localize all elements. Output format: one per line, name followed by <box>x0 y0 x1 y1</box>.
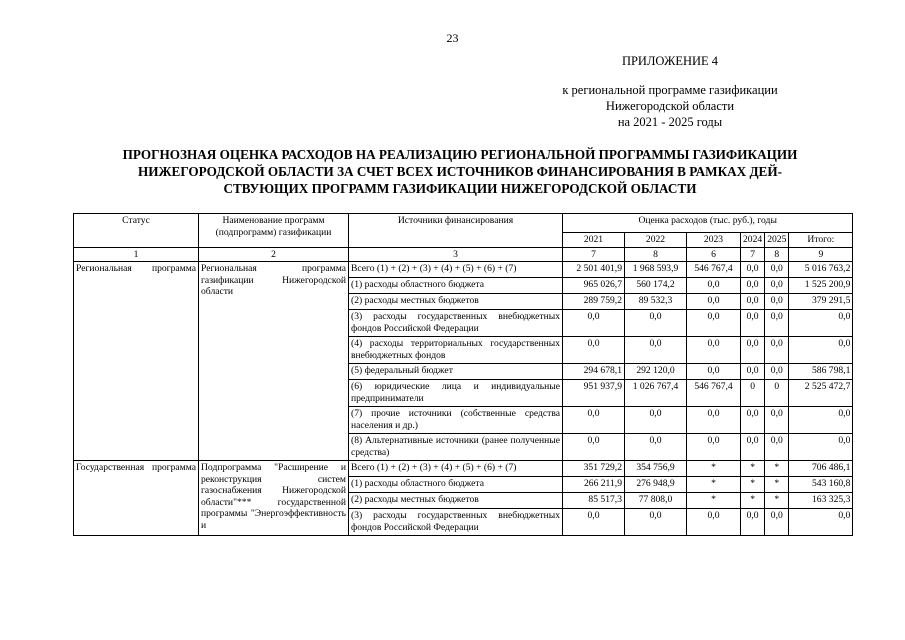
source-cell: (3) расходы государственных внебюджетных фондов Российской Федерации <box>349 509 563 536</box>
value-cell: 0 <box>765 380 789 407</box>
value-cell: 0,0 <box>625 310 687 337</box>
value-cell: 77 808,0 <box>625 493 687 509</box>
value-cell: 560 174,2 <box>625 278 687 294</box>
value-cell: 85 517,3 <box>563 493 625 509</box>
value-cell: 0,0 <box>741 407 765 434</box>
value-cell: 0,0 <box>625 407 687 434</box>
value-cell: 0,0 <box>741 509 765 536</box>
source-cell: (1) расходы областного бюджета <box>349 278 563 294</box>
value-cell: * <box>741 461 765 477</box>
source-cell: (3) расходы государственных внебюджетных фондов Российской Федерации <box>349 310 563 337</box>
header-source: Источники финансирования <box>349 214 563 248</box>
header-year: 2024 <box>741 233 765 248</box>
appendix-line-1: к региональной программе газификации <box>562 83 778 97</box>
value-cell: 0,0 <box>741 337 765 364</box>
value-cell: 2 501 401,9 <box>563 262 625 278</box>
total-cell: 163 325,3 <box>789 493 853 509</box>
total-cell: 0,0 <box>789 337 853 364</box>
value-cell: 0,0 <box>687 310 741 337</box>
value-cell: 546 767,4 <box>687 262 741 278</box>
value-cell: * <box>765 477 789 493</box>
source-cell: Всего (1) + (2) + (3) + (4) + (5) + (6) + (7) <box>349 262 563 278</box>
status-cell: Государственная программа <box>74 461 199 536</box>
table-body <box>74 262 853 536</box>
value-cell: 0,0 <box>765 364 789 380</box>
header-year: 2023 <box>687 233 741 248</box>
value-cell: 276 948,9 <box>625 477 687 493</box>
total-cell: 586 798,1 <box>789 364 853 380</box>
value-cell: 0,0 <box>687 364 741 380</box>
header-year: 2025 <box>765 233 789 248</box>
value-cell: 0,0 <box>687 407 741 434</box>
value-cell: 951 937,9 <box>563 380 625 407</box>
value-cell: 0,0 <box>741 294 765 310</box>
header-program-name: Наименование программ (подпрограмм) газификации <box>199 214 349 248</box>
column-number: 8 <box>765 247 789 262</box>
value-cell: 266 211,9 <box>563 477 625 493</box>
value-cell: 0,0 <box>563 434 625 461</box>
header-status: Статус <box>74 214 199 248</box>
source-cell: (6) юридические лица и индивидуальные предприниматели <box>349 380 563 407</box>
value-cell: 0,0 <box>741 310 765 337</box>
value-cell: 0,0 <box>765 509 789 536</box>
value-cell: * <box>765 493 789 509</box>
table-row <box>74 262 853 278</box>
value-cell: * <box>687 461 741 477</box>
header-year: 2021 <box>563 233 625 248</box>
value-cell: 0,0 <box>765 278 789 294</box>
value-cell: 0,0 <box>687 434 741 461</box>
value-cell: * <box>687 477 741 493</box>
value-cell: 1 968 593,9 <box>625 262 687 278</box>
value-cell: * <box>741 477 765 493</box>
expenses-table <box>73 213 853 536</box>
program-name-cell: Подпрограмма "Расширение и реконструкция систем газоснабжения Нижегородской области"*** государственной программы "Энергоэффективность и <box>199 461 349 536</box>
value-cell: 0,0 <box>625 337 687 364</box>
header-total: Итого: <box>789 233 853 248</box>
column-number: 9 <box>789 247 853 262</box>
column-number: 6 <box>687 247 741 262</box>
total-cell: 706 486,1 <box>789 461 853 477</box>
value-cell: 294 678,1 <box>563 364 625 380</box>
value-cell: * <box>741 493 765 509</box>
total-cell: 2 525 472,7 <box>789 380 853 407</box>
total-cell: 0,0 <box>789 434 853 461</box>
value-cell: 546 767,4 <box>687 380 741 407</box>
column-number: 7 <box>563 247 625 262</box>
value-cell: 0,0 <box>687 509 741 536</box>
total-cell: 1 525 200,9 <box>789 278 853 294</box>
value-cell: * <box>687 493 741 509</box>
total-cell: 379 291,5 <box>789 294 853 310</box>
title-line-2: НИЖЕГОРОДСКОЙ ОБЛАСТИ ЗА СЧЕТ ВСЕХ ИСТОЧНИКОВ ФИНАНСИРОВАНИЯ В РАМКАХ ДЕЙ- <box>137 164 782 179</box>
value-cell: 0,0 <box>563 407 625 434</box>
value-cell: 0,0 <box>563 509 625 536</box>
column-number: 8 <box>625 247 687 262</box>
value-cell: 292 120,0 <box>625 364 687 380</box>
source-cell: (2) расходы местных бюджетов <box>349 493 563 509</box>
value-cell: 351 729,2 <box>563 461 625 477</box>
value-cell: 0,0 <box>765 434 789 461</box>
total-cell: 5 016 763,2 <box>789 262 853 278</box>
value-cell: 289 759,2 <box>563 294 625 310</box>
document-title <box>60 146 860 197</box>
column-number: 2 <box>199 247 349 262</box>
status-cell: Региональная программа <box>74 262 199 461</box>
header-estimate: Оценка расходов (тыс. руб.), годы <box>563 214 853 233</box>
value-cell: 0,0 <box>765 407 789 434</box>
header-year: 2022 <box>625 233 687 248</box>
column-number: 7 <box>741 247 765 262</box>
page-number: 23 <box>446 31 459 45</box>
source-cell: (4) расходы территориальных государственных внебюджетных фондов <box>349 337 563 364</box>
total-cell: 0,0 <box>789 509 853 536</box>
total-cell: 0,0 <box>789 407 853 434</box>
value-cell: 0,0 <box>625 434 687 461</box>
total-cell: 543 160,8 <box>789 477 853 493</box>
appendix-line-2: Нижегородской области <box>605 99 735 113</box>
value-cell: 0,0 <box>741 262 765 278</box>
value-cell: 0,0 <box>625 509 687 536</box>
value-cell: 89 532,3 <box>625 294 687 310</box>
source-cell: (5) федеральный бюджет <box>349 364 563 380</box>
value-cell: 0,0 <box>741 434 765 461</box>
value-cell: 0,0 <box>765 337 789 364</box>
source-cell: (2) расходы местных бюджетов <box>349 294 563 310</box>
source-cell: (7) прочие источники (собственные средства населения и др.) <box>349 407 563 434</box>
appendix-line-3: на 2021 - 2025 годы <box>617 115 723 129</box>
source-cell: Всего (1) + (2) + (3) + (4) + (5) + (6) + (7) <box>349 461 563 477</box>
value-cell: 0,0 <box>563 310 625 337</box>
value-cell: 0,0 <box>765 310 789 337</box>
value-cell: 0,0 <box>765 262 789 278</box>
value-cell: 0,0 <box>687 278 741 294</box>
value-cell: 965 026,7 <box>563 278 625 294</box>
value-cell: 0,0 <box>741 364 765 380</box>
value-cell: 1 026 767,4 <box>625 380 687 407</box>
title-line-1: ПРОГНОЗНАЯ ОЦЕНКА РАСХОДОВ НА РЕАЛИЗАЦИЮ РЕГИОНАЛЬНОЙ ПРОГРАММЫ ГАЗИФИКАЦИИ <box>122 147 798 162</box>
value-cell: 0 <box>741 380 765 407</box>
source-cell: (8) Альтернативные источники (ранее полученные средства) <box>349 434 563 461</box>
value-cell: 0,0 <box>563 337 625 364</box>
value-cell: 354 756,9 <box>625 461 687 477</box>
value-cell: * <box>765 461 789 477</box>
value-cell: 0,0 <box>741 278 765 294</box>
title-line-3: СТВУЮЩИХ ПРОГРАММ ГАЗИФИКАЦИИ НИЖЕГОРОДСКОЙ ОБЛАСТИ <box>223 181 697 196</box>
appendix-title: ПРИЛОЖЕНИЕ 4 <box>621 54 719 68</box>
table-row <box>74 461 853 477</box>
value-cell: 0,0 <box>687 337 741 364</box>
column-number: 3 <box>349 247 563 262</box>
value-cell: 0,0 <box>687 294 741 310</box>
source-cell: (1) расходы областного бюджета <box>349 477 563 493</box>
column-number: 1 <box>74 247 199 262</box>
program-name-cell: Региональная программа газификации Нижегородской области <box>199 262 349 461</box>
value-cell: 0,0 <box>765 294 789 310</box>
total-cell: 0,0 <box>789 310 853 337</box>
